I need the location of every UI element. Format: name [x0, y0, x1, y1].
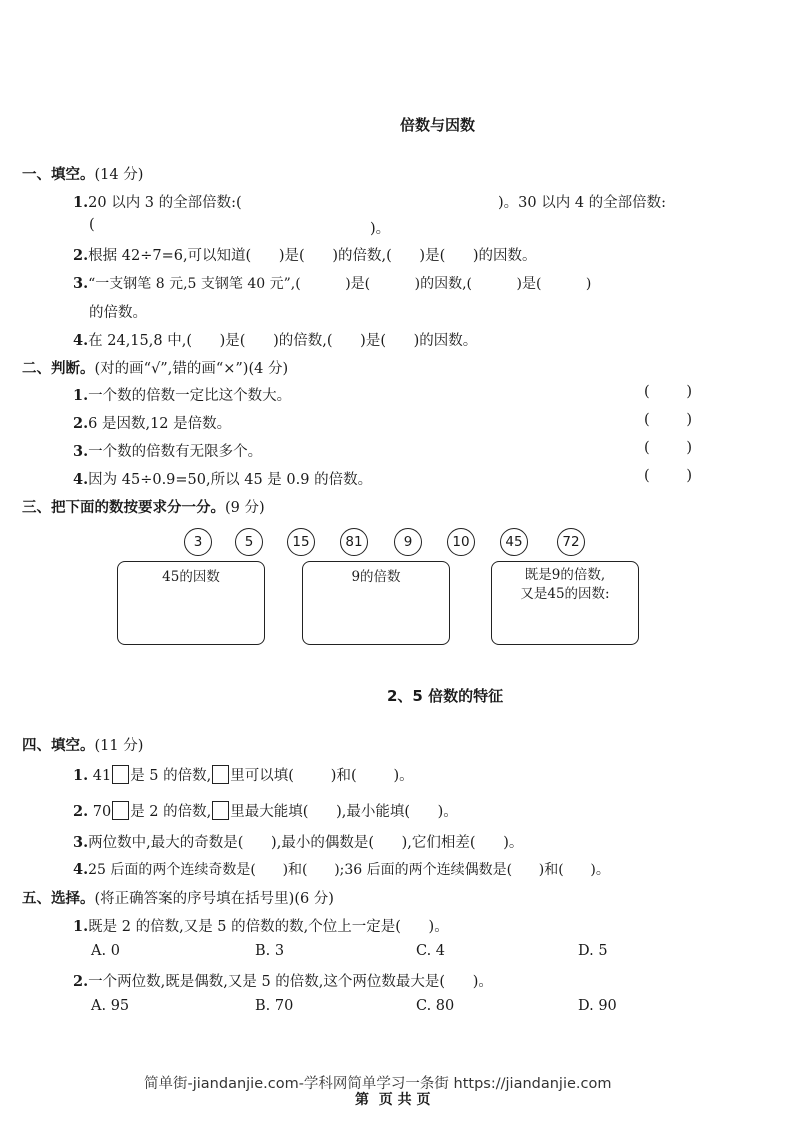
s5-q2-option-d[interactable]: D. 90 — [578, 998, 617, 1014]
s4-q3 — [73, 831, 523, 852]
s5-q2 — [73, 970, 493, 991]
s4-q1-part-c: 里可以填( )和( )。 — [230, 768, 414, 784]
section-3-score: (9 分) — [225, 500, 265, 516]
s1-q4-text: 在 24,15,8 中,( )是( )的倍数,( )是( )的因数。 — [88, 333, 478, 349]
section-title-features-of-2-and-5: 2、5 倍数的特征 — [387, 687, 504, 705]
s1-q4 — [73, 329, 477, 350]
section-4-score: (11 分) — [94, 738, 144, 754]
s4-q2 — [73, 800, 458, 821]
s2-item-1 — [73, 384, 291, 405]
s4-q2-part-c: 里最大能填( ),最小能填( )。 — [230, 804, 458, 820]
s5-q2-option-a[interactable]: A. 95 — [91, 998, 130, 1014]
s2-item-3 — [73, 440, 262, 461]
s2-item-1-number: 1. — [73, 387, 89, 404]
box-label: 9的倍数 — [351, 569, 401, 585]
paren-right: ) — [686, 468, 692, 484]
s4-q2-part-a: 70 — [92, 804, 112, 820]
s5-q1-option-d[interactable]: D. 5 — [578, 943, 608, 959]
number-circle-9[interactable]: 9 — [394, 528, 422, 556]
box-label — [492, 566, 638, 604]
s4-q4-number: 4. — [73, 861, 89, 878]
s1-q2-number: 2. — [73, 247, 89, 264]
section-3-heading — [22, 496, 265, 517]
category-box-both[interactable] — [491, 561, 639, 645]
s1-q1-part-b: )。30 以内 4 的全部倍数: — [498, 195, 667, 211]
section-2-score: (对的画“√”,错的画“×”)(4 分) — [94, 361, 289, 377]
section-4-heading — [22, 734, 143, 755]
section-1-label: 一、填空。 — [22, 166, 95, 183]
number-circle-3[interactable]: 3 — [184, 528, 212, 556]
s1-q1-part-c: ( — [89, 217, 95, 233]
paren-left: ( — [644, 468, 650, 484]
section-1-score: (14 分) — [94, 167, 144, 183]
s4-q1-part-a: 41 — [92, 768, 112, 784]
footer-watermark: 简单街-jiandanjie.com-学科网简单学习一条街 https://jiandanjie.com — [144, 1076, 612, 1092]
number-circle-81[interactable]: 81 — [340, 528, 368, 556]
s2-item-2-number: 2. — [73, 415, 89, 432]
s5-q1-option-b[interactable]: B. 3 — [255, 943, 285, 959]
blank-square — [212, 801, 229, 820]
number-circle-45[interactable]: 45 — [500, 528, 528, 556]
paren-right: ) — [686, 440, 692, 456]
s1-q1-part-d: )。 — [370, 221, 391, 237]
blank-square[interactable] — [112, 801, 129, 820]
section-title-multiples-factors: 倍数与因数 — [400, 116, 476, 134]
s1-q4-number: 4. — [73, 332, 89, 349]
s1-q3-text: “一支钢笔 8 元,5 支钢笔 40 元”,( )是( )的因数,( )是( ) — [88, 276, 592, 292]
s4-q3-number: 3. — [73, 834, 89, 851]
s2-item-4-answer[interactable] — [644, 468, 692, 484]
s1-q2-text: 根据 42÷7=6,可以知道( )是( )的倍数,( )是( )的因数。 — [88, 248, 537, 264]
s4-q2-part-b: 是 2 的倍数, — [130, 804, 212, 820]
s5-q2-text: 一个两位数,既是偶数,又是 5 的倍数,这个两位数最大是( )。 — [88, 974, 493, 990]
s5-q2-option-b[interactable]: B. 70 — [255, 998, 294, 1014]
category-box-multiples-of-9[interactable] — [302, 561, 450, 645]
s5-q1-text: 既是 2 的倍数,又是 5 的倍数的数,个位上一定是( )。 — [88, 919, 449, 935]
s2-item-3-answer[interactable] — [644, 440, 692, 456]
s1-q1-line1 — [73, 191, 242, 212]
s2-item-3-number: 3. — [73, 443, 89, 460]
section-5-heading — [22, 887, 334, 908]
blank-square[interactable] — [112, 765, 129, 784]
paren-right: ) — [686, 384, 692, 400]
s2-item-2-text: 6 是因数,12 是倍数。 — [88, 416, 232, 432]
s4-q4-text: 25 后面的两个连续奇数是( )和( );36 后面的两个连续偶数是( )和( )。 — [88, 862, 610, 878]
s1-q2 — [73, 244, 537, 265]
box-label-line-2: 又是45的因数: — [520, 586, 610, 602]
section-2-heading — [22, 357, 288, 378]
paren-left: ( — [644, 412, 650, 428]
section-5-label: 五、选择。 — [22, 890, 95, 907]
s2-item-4-number: 4. — [73, 471, 89, 488]
section-5-score: (将正确答案的序号填在括号里)(6 分) — [94, 891, 334, 907]
section-3-label: 三、把下面的数按要求分一分。 — [22, 499, 225, 516]
s5-q1-option-a[interactable]: A. 0 — [91, 943, 120, 959]
box-label: 45的因数 — [162, 569, 220, 585]
s4-q1-part-b: 是 5 的倍数, — [130, 768, 212, 784]
s4-q4 — [73, 859, 610, 879]
paren-right: ) — [686, 412, 692, 428]
s5-q2-option-c[interactable]: C. 80 — [416, 998, 455, 1014]
s4-q1 — [73, 764, 414, 785]
s4-q1-number: 1. — [73, 767, 89, 784]
s5-q1-number: 1. — [73, 918, 89, 935]
s1-q1-number: 1. — [73, 194, 89, 211]
section-4-label: 四、填空。 — [22, 737, 95, 754]
number-circle-5[interactable]: 5 — [235, 528, 263, 556]
blank-square — [212, 765, 229, 784]
s2-item-1-text: 一个数的倍数一定比这个数大。 — [88, 388, 292, 404]
s5-q1 — [73, 915, 449, 936]
number-circle-10[interactable]: 10 — [447, 528, 475, 556]
paren-left: ( — [644, 384, 650, 400]
s2-item-3-text: 一个数的倍数有无限多个。 — [88, 444, 263, 460]
box-label-line-1: 既是9的倍数, — [524, 567, 606, 583]
number-circle-72[interactable]: 72 — [557, 528, 585, 556]
category-box-factors-of-45[interactable] — [117, 561, 265, 645]
s1-q3-number: 3. — [73, 275, 89, 292]
s4-q3-text: 两位数中,最大的奇数是( ),最小的偶数是( ),它们相差( )。 — [88, 835, 524, 851]
section-2-label: 二、判断。 — [22, 360, 95, 377]
s2-item-4-text: 因为 45÷0.9=50,所以 45 是 0.9 的倍数。 — [88, 472, 373, 488]
s2-item-2-answer[interactable] — [644, 412, 692, 428]
s2-item-2 — [73, 412, 231, 433]
section-1-heading — [22, 163, 143, 184]
s2-item-1-answer[interactable] — [644, 384, 692, 400]
page-number: 第 页 共 页 — [355, 1092, 431, 1108]
s5-q2-number: 2. — [73, 973, 89, 990]
s5-q1-option-c[interactable]: C. 4 — [416, 943, 446, 959]
s1-q1-part-a: 20 以内 3 的全部倍数:( — [88, 195, 242, 211]
s1-q3-continued: 的倍数。 — [89, 305, 147, 321]
s4-q2-number: 2. — [73, 803, 89, 820]
paren-left: ( — [644, 440, 650, 456]
s1-q3 — [73, 273, 591, 293]
s2-item-4 — [73, 468, 372, 489]
number-circle-15[interactable]: 15 — [287, 528, 315, 556]
